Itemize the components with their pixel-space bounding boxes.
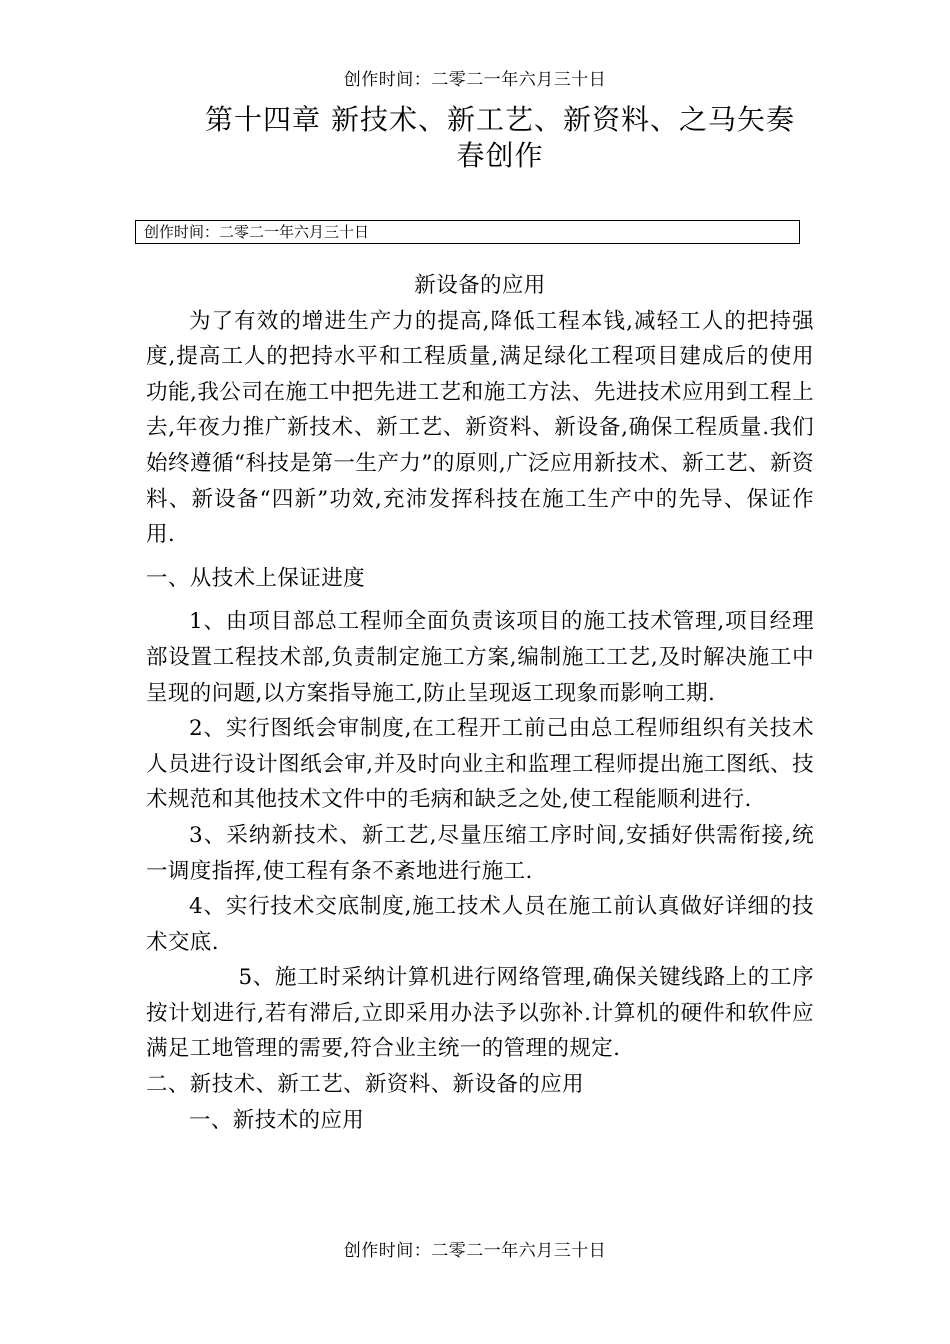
item-1-paragraph: 1、由项目部总工程师全面负责该项目的施工技术管理,项目经理部设置工程技术部,负责制定施工方案,编制施工工艺,及时解决施工中呈现的问题,以方案指导施工,防止呈现返工现象而影响工期. xyxy=(146,609,814,706)
heading-new-tech-application: 一、新技术的应用 xyxy=(189,1107,365,1133)
item-3-paragraph: 3、采纳新技术、新工艺,尽量压缩工序时间,安插好供需衔接,统一调度指挥,使工程有条不紊地进行施工. xyxy=(146,822,814,884)
footer-creation-date: 创作时间：二零二一年六月三十日 xyxy=(343,1241,607,1261)
chapter-title xyxy=(170,102,830,174)
heading-tech-schedule: 一、从技术上保证进度 xyxy=(146,565,366,591)
intro-paragraph: 为了有效的增进生产力的提高,降低工程本钱,减轻工人的把持强度,提高工人的把持水平和工程质量,满足绿化工程项目建成后的使用功能,我公司在施工中把先进工艺和施工方法、先进技术应用到工程上去,年夜力推广新技术、新工艺、新资料、新设备,确保工程质量.我们始终遵循“科技是第一生产力”的原则,广泛应用新技术、新工艺、新资料、新设备“四新”功效,充沛发挥科技在施工生产中的先导、保证作用. xyxy=(146,308,814,548)
document-body xyxy=(146,268,814,1138)
heading-new-applications: 二、新技术、新工艺、新资料、新设备的应用 xyxy=(146,1072,585,1098)
item-2-paragraph: 2、实行图纸会审制度,在工程开工前己由总工程师组织有关技术人员进行设计图纸会审,并及时向业主和监理工程师提出施工图纸、技术规范和其他技术文件中的毛病和缺乏之处,使工程能顺利进行. xyxy=(146,716,814,813)
boxed-creation-date: 创作时间：二零二一年六月三十日 xyxy=(135,220,800,244)
section-title: 新设备的应用 xyxy=(414,273,546,298)
chapter-title-line-1: 第十四章 新技术、新工艺、新资料、之马矢奏 xyxy=(205,103,795,136)
item-4-paragraph: 4、实行技术交底制度,施工技术人员在施工前认真做好详细的技术交底. xyxy=(146,894,814,955)
item-5-paragraph: 5、施工时采纳计算机进行网络管理,确保关键线路上的工序按计划进行,若有滞后,立即采用办法予以弥补.计算机的硬件和软件应满足工地管理的需要,符合业主统一的管理的规定. xyxy=(146,965,814,1062)
chapter-title-line-2: 春创作 xyxy=(456,139,544,172)
header-creation-date: 创作时间：二零二一年六月三十日 xyxy=(343,70,607,90)
